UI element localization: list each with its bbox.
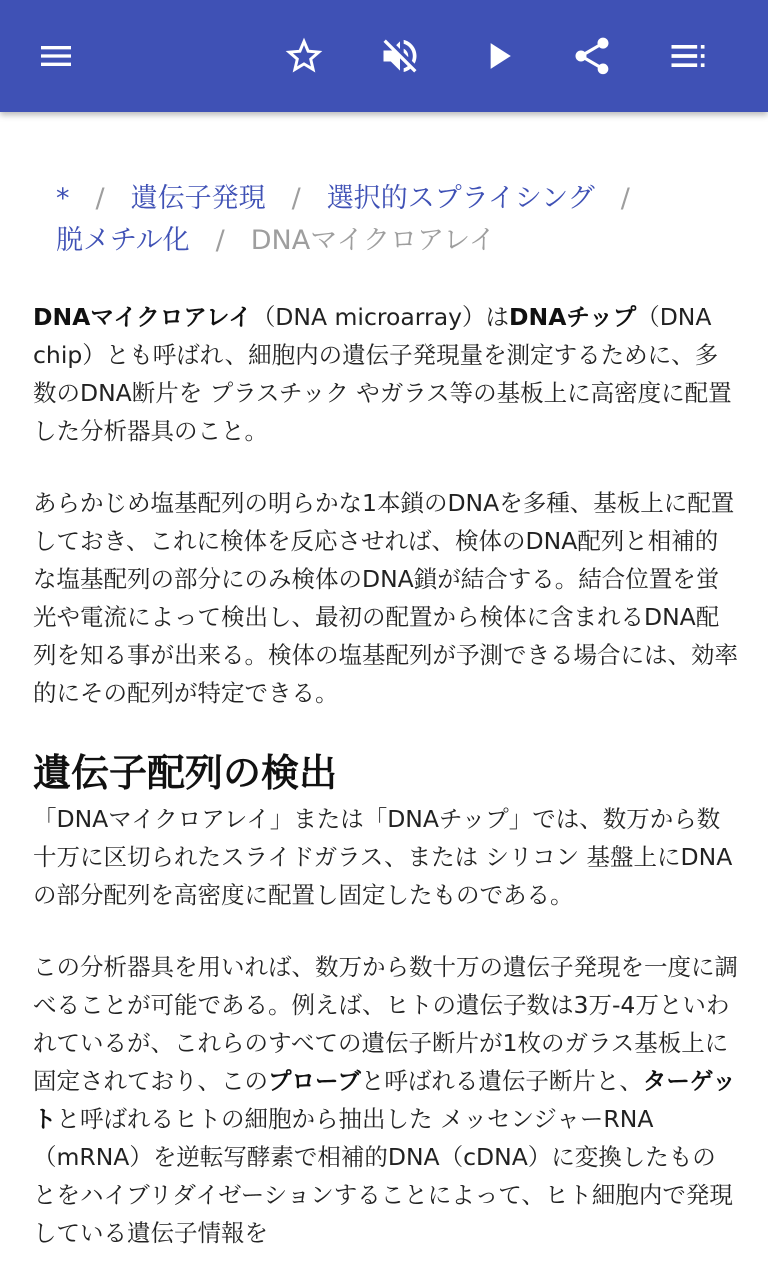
star-outline-icon [282,34,326,78]
breadcrumb-separator: / [215,225,225,256]
breadcrumb [56,178,736,262]
content-area[interactable] [0,112,768,1280]
breadcrumb-item-root[interactable]: * [56,183,70,214]
term-dna-chip: DNAチップ [509,303,637,331]
favorite-button[interactable] [270,22,338,90]
paragraph-principle: あらかじめ塩基配列の明らかな1本鎖のDNAを多種、基板上に配置しておき、これに検体を反応させれば、検体のDNA配列と相補的な塩基配列の部分にのみ検体のDNA鎖が結合する。結合位置を蛍光や電流によって検出し、最初の配置から検体に含まれるDNA配列を知る事が出来る。検体の塩基配列が予測できる場合には、効率的にその配列が特定できる。 [33,489,738,707]
term-probe: プローブ [268,1067,361,1095]
mute-button[interactable] [366,22,434,90]
breadcrumb-item-alternative-splicing[interactable]: 選択的スプライシング [326,183,595,214]
breadcrumb-item-demethylation[interactable]: 脱メチル化 [56,225,190,256]
app-bar [0,0,768,112]
share-button[interactable] [558,22,626,90]
breadcrumb-separator: / [620,183,630,214]
breadcrumb-separator: / [291,183,301,214]
volume-off-icon [378,34,422,78]
paragraph-text: と呼ばれるヒトの細胞から抽出した メッセンジャーRNA （mRNA）を逆転写酵素で相補的DNA（cDNA）に変換したものとをハイブリダイゼーションすることによって、ヒト細胞内で発現している遺伝子情報を [33,1105,733,1247]
paragraph-text: と呼ばれる遺伝子断片と、 [360,1067,643,1095]
paragraph-intro [33,298,739,450]
play-icon [476,34,520,78]
section-heading: 遺伝子配列の検出 [33,751,338,795]
menu-icon [36,36,76,76]
article-body [33,298,739,1280]
paragraph-text: この分析器具を用いれば、数万から数十万の遺伝子発現を一度に調べることが可能である。例えば、ヒトの遺伝子数は3万-4万といわれているが、これらのすべての遺伝子断片が1枚のガラス基板上に固定されており、この [33,953,738,1095]
paragraph-usage [33,948,739,1252]
menu-button[interactable] [22,22,90,90]
paragraph-detection: 「DNAマイクロアレイ」または「DNAチップ」では、数万から数十万に区切られたスライドガラス、または シリコン 基盤上にDNAの部分配列を高密度に配置し固定したものである。 [33,805,733,909]
term-target: ターゲット [33,1067,736,1133]
breadcrumb-item-gene-expression[interactable]: 遺伝子発現 [130,183,266,214]
breadcrumb-separator: / [95,183,105,214]
play-button[interactable] [464,22,532,90]
breadcrumb-current: DNAマイクロアレイ [250,225,496,256]
paragraph-text: （DNA microarray）は [251,303,510,331]
share-icon [570,34,614,78]
term-dna-microarray: DNAマイクロアレイ [33,303,252,331]
table-of-contents-button[interactable] [654,22,722,90]
paragraph-text: （DNA chip）とも呼ばれ、細胞内の遺伝子発現量を測定するために、多数のDNA断片を プラスチック やガラス等の基板上に高密度に配置した分析器具のこと。 [33,303,732,445]
playlist-icon [666,34,710,78]
